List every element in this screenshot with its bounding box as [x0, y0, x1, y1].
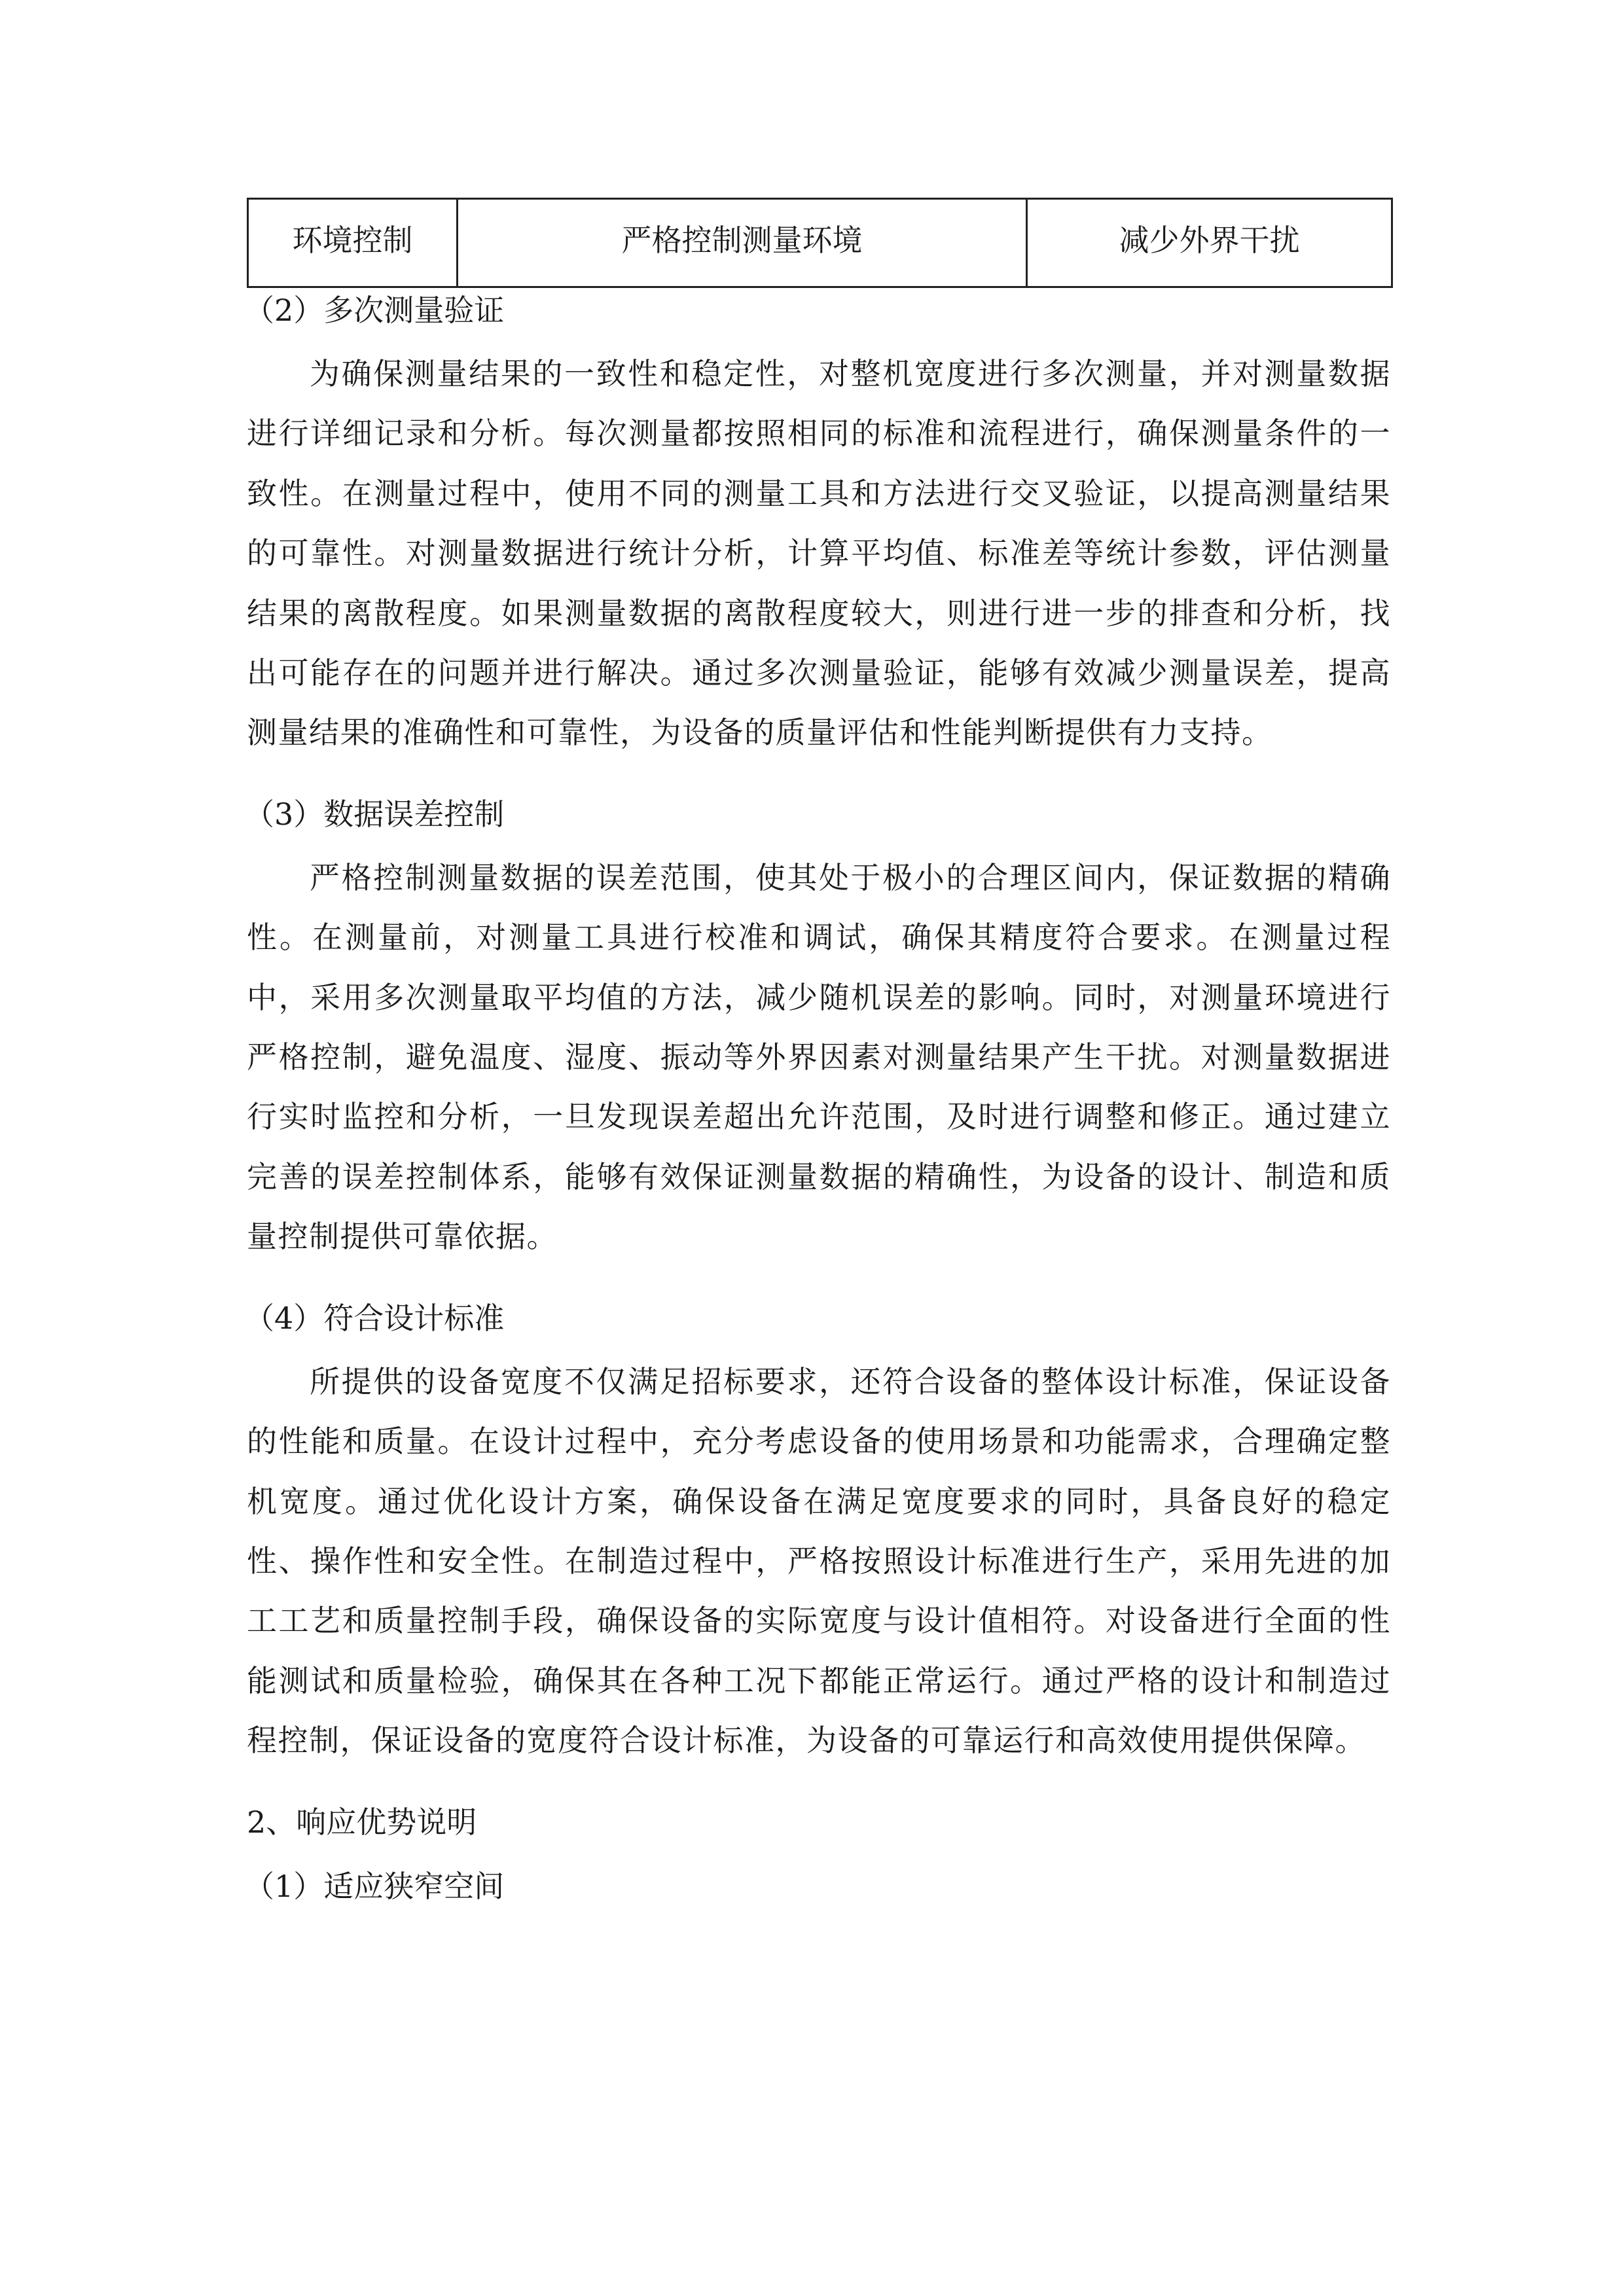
- section-heading-error-control: （3）数据误差控制: [244, 796, 505, 832]
- section-paragraph-error-control: 严格控制测量数据的误差范围，使其处于极小的合理区间内，保证数据的精确性。在测量前，对测量工具进行校准和调试，确保其精度符合要求。在测量过程中，采用多次测量取平均值的方法，减少随机误差的影响。同时，对测量环境进行严格控制，避免温度、湿度、振动等外界因素对测量结果产生干扰。对测量数据进行实时监控和分析，一旦发现误差超出允许范围，及时进行调整和修正。通过建立完善的误差控制体系，能够有效保证测量数据的精确性，为设备的设计、制造和质量控制提供可靠依据。: [247, 859, 1391, 1255]
- table-cell-effect: 减少外界干扰: [1027, 199, 1392, 287]
- section-heading-multiple-measurement: （2）多次测量验证: [244, 293, 505, 328]
- section-paragraph-design-standard: 所提供的设备宽度不仅满足招标要求，还符合设备的整体设计标准，保证设备的性能和质量。在设计过程中，充分考虑设备的使用场景和功能需求，合理确定整机宽度。通过优化设计方案，确保设备在满足宽度要求的同时，具备良好的稳定性、操作性和安全性。在制造过程中，严格按照设计标准进行生产，采用先进的加工工艺和质量控制手段，确保设备的实际宽度与设计值相符。对设备进行全面的性能测试和质量检验，确保其在各种工况下都能正常运行。通过严格的设计和制造过程控制，保证设备的宽度符合设计标准，为设备的可靠运行和高效使用提供保障。: [247, 1363, 1391, 1759]
- section-heading-response-advantage: 2、响应优势说明: [247, 1804, 477, 1840]
- table-cell-measure: 严格控制测量环境: [458, 199, 1027, 287]
- section-paragraph-multiple-measurement: 为确保测量结果的一致性和稳定性，对整机宽度进行多次测量，并对测量数据进行详细记录和分析。每次测量都按照相同的标准和流程进行，确保测量条件的一致性。在测量过程中，使用不同的测量工具和方法进行交叉验证，以提高测量结果的可靠性。对测量数据进行统计分析，计算平均值、标准差等统计参数，评估测量结果的离散程度。如果测量数据的离散程度较大，则进行进一步的排查和分析，找出可能存在的问题并进行解决。通过多次测量验证，能够有效减少测量误差，提高测量结果的准确性和可靠性，为设备的质量评估和性能判断提供有力支持。: [247, 356, 1391, 751]
- sub-heading-narrow-space: （1）适应狭窄空间: [244, 1868, 505, 1904]
- table-row: [248, 199, 1392, 287]
- document-body: [244, 288, 1391, 1909]
- section-heading-design-standard: （4）符合设计标准: [244, 1300, 505, 1336]
- table-cell-item: 环境控制: [248, 199, 458, 287]
- spec-table: [247, 198, 1393, 288]
